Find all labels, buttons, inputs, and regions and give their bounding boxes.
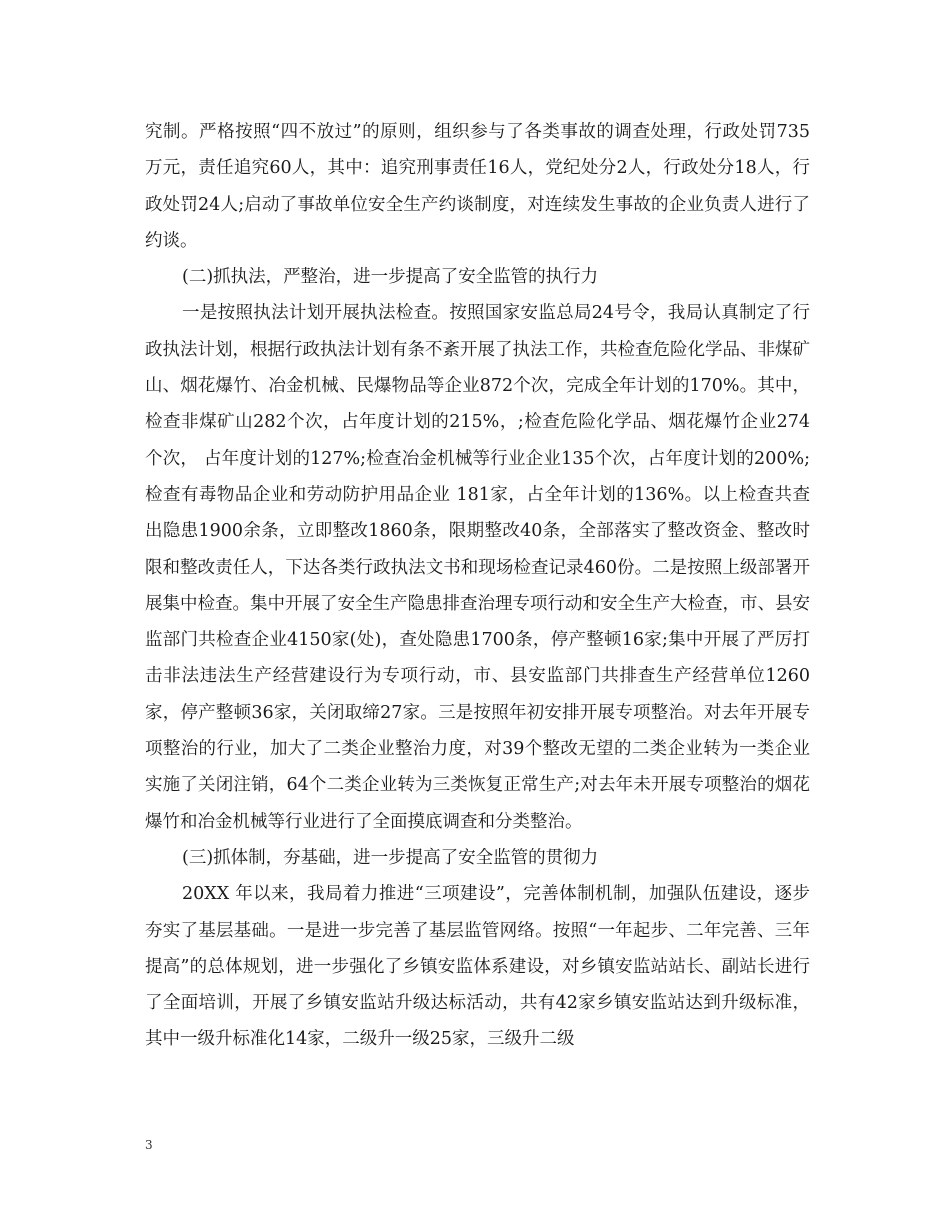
paragraph-accident-handling: 究制。严格按照“四不放过”的原则，组织参与了各类事故的调查处理，行政处罚735 万元，责任追究60人，其中：追究刑事责任16人，党纪处分2人，行政处分18人，行政处罚24人;启动了事故单位安全生产约谈制度，对连续发生事故的企业负责人进行了约谈。 xyxy=(145,122,810,251)
paragraph-law-enforcement: 一是按照执法计划开展执法检查。按照国家安监总局24号令，我局认真制定了行政执法计划，根据行政执法计划有条不紊开展了执法工作，共检查危险化学品、非煤矿山、烟花爆竹、冶金机械、民爆物品等企业872个次，完成全年计划的170%。其中，检查非煤矿山282个次，占年度计划的215%，;检查危险化学品、烟花爆竹企业274个次， 占年度计划的127%;检查冶金机械等行业企业135个次，占年度计划的200%;检查有毒物品企业和劳动防护用品企业 181家，占全年计划的136%。以上检查共查出隐患1900余条，立即整改1860条，限期整改40条，全部落实了整改资金、整改时限和整改责任人，下达各类行政执法文书和现场检查记录460份。二是按照上级部署开展集中检查。集中开展了安全生产隐患排查治理专项行动和安全生产大检查，市、县安监部门共检查企业4150家(处)，查处隐患1700条，停产整顿16家;集中开展了严厉打击非法违法生产经营建设行为专项行动，市、县安监部门共排查生产经营单位1260家，停产整顿36家，关闭取缔27家。三是按照年初安排开展专项整治。对去年开展专项整治的行业，加大了二类企业整治力度，对39个整改无望的二类企业转为一类企业实施了关闭注销，64个二类企业转为三类恢复正常生产;对去年未开展专项整治的烟花爆竹和冶金机械等行业进行了全面摸底调查和分类整治。 xyxy=(145,303,810,832)
paragraph-system-building: 20XX 年以来，我局着力推进“三项建设”，完善体制机制，加强队伍建设，逐步夯实了基层基础。一是进一步完善了基层监管网络。按照“一年起步、二年完善、三年提高”的总体规划，进一步强化了乡镇安监体系建设，对乡镇安监站站长、副站长进行了全面培训，开展了乡镇安监站升级达标活动，共有42家乡镇安监站达到升级标准，其中一级升标准化14家，二级升一级25家，三级升二级 xyxy=(145,884,810,1050)
page-number: 3 xyxy=(145,1138,153,1152)
section-heading-law-enforcement: (二)抓执法，严整治，进一步提高了安全监管的执行力 xyxy=(182,267,599,288)
section-heading-system-building: (三)抓体制，夯基础，进一步提高了安全监管的贯彻力 xyxy=(182,847,599,868)
body-text xyxy=(145,114,810,1058)
